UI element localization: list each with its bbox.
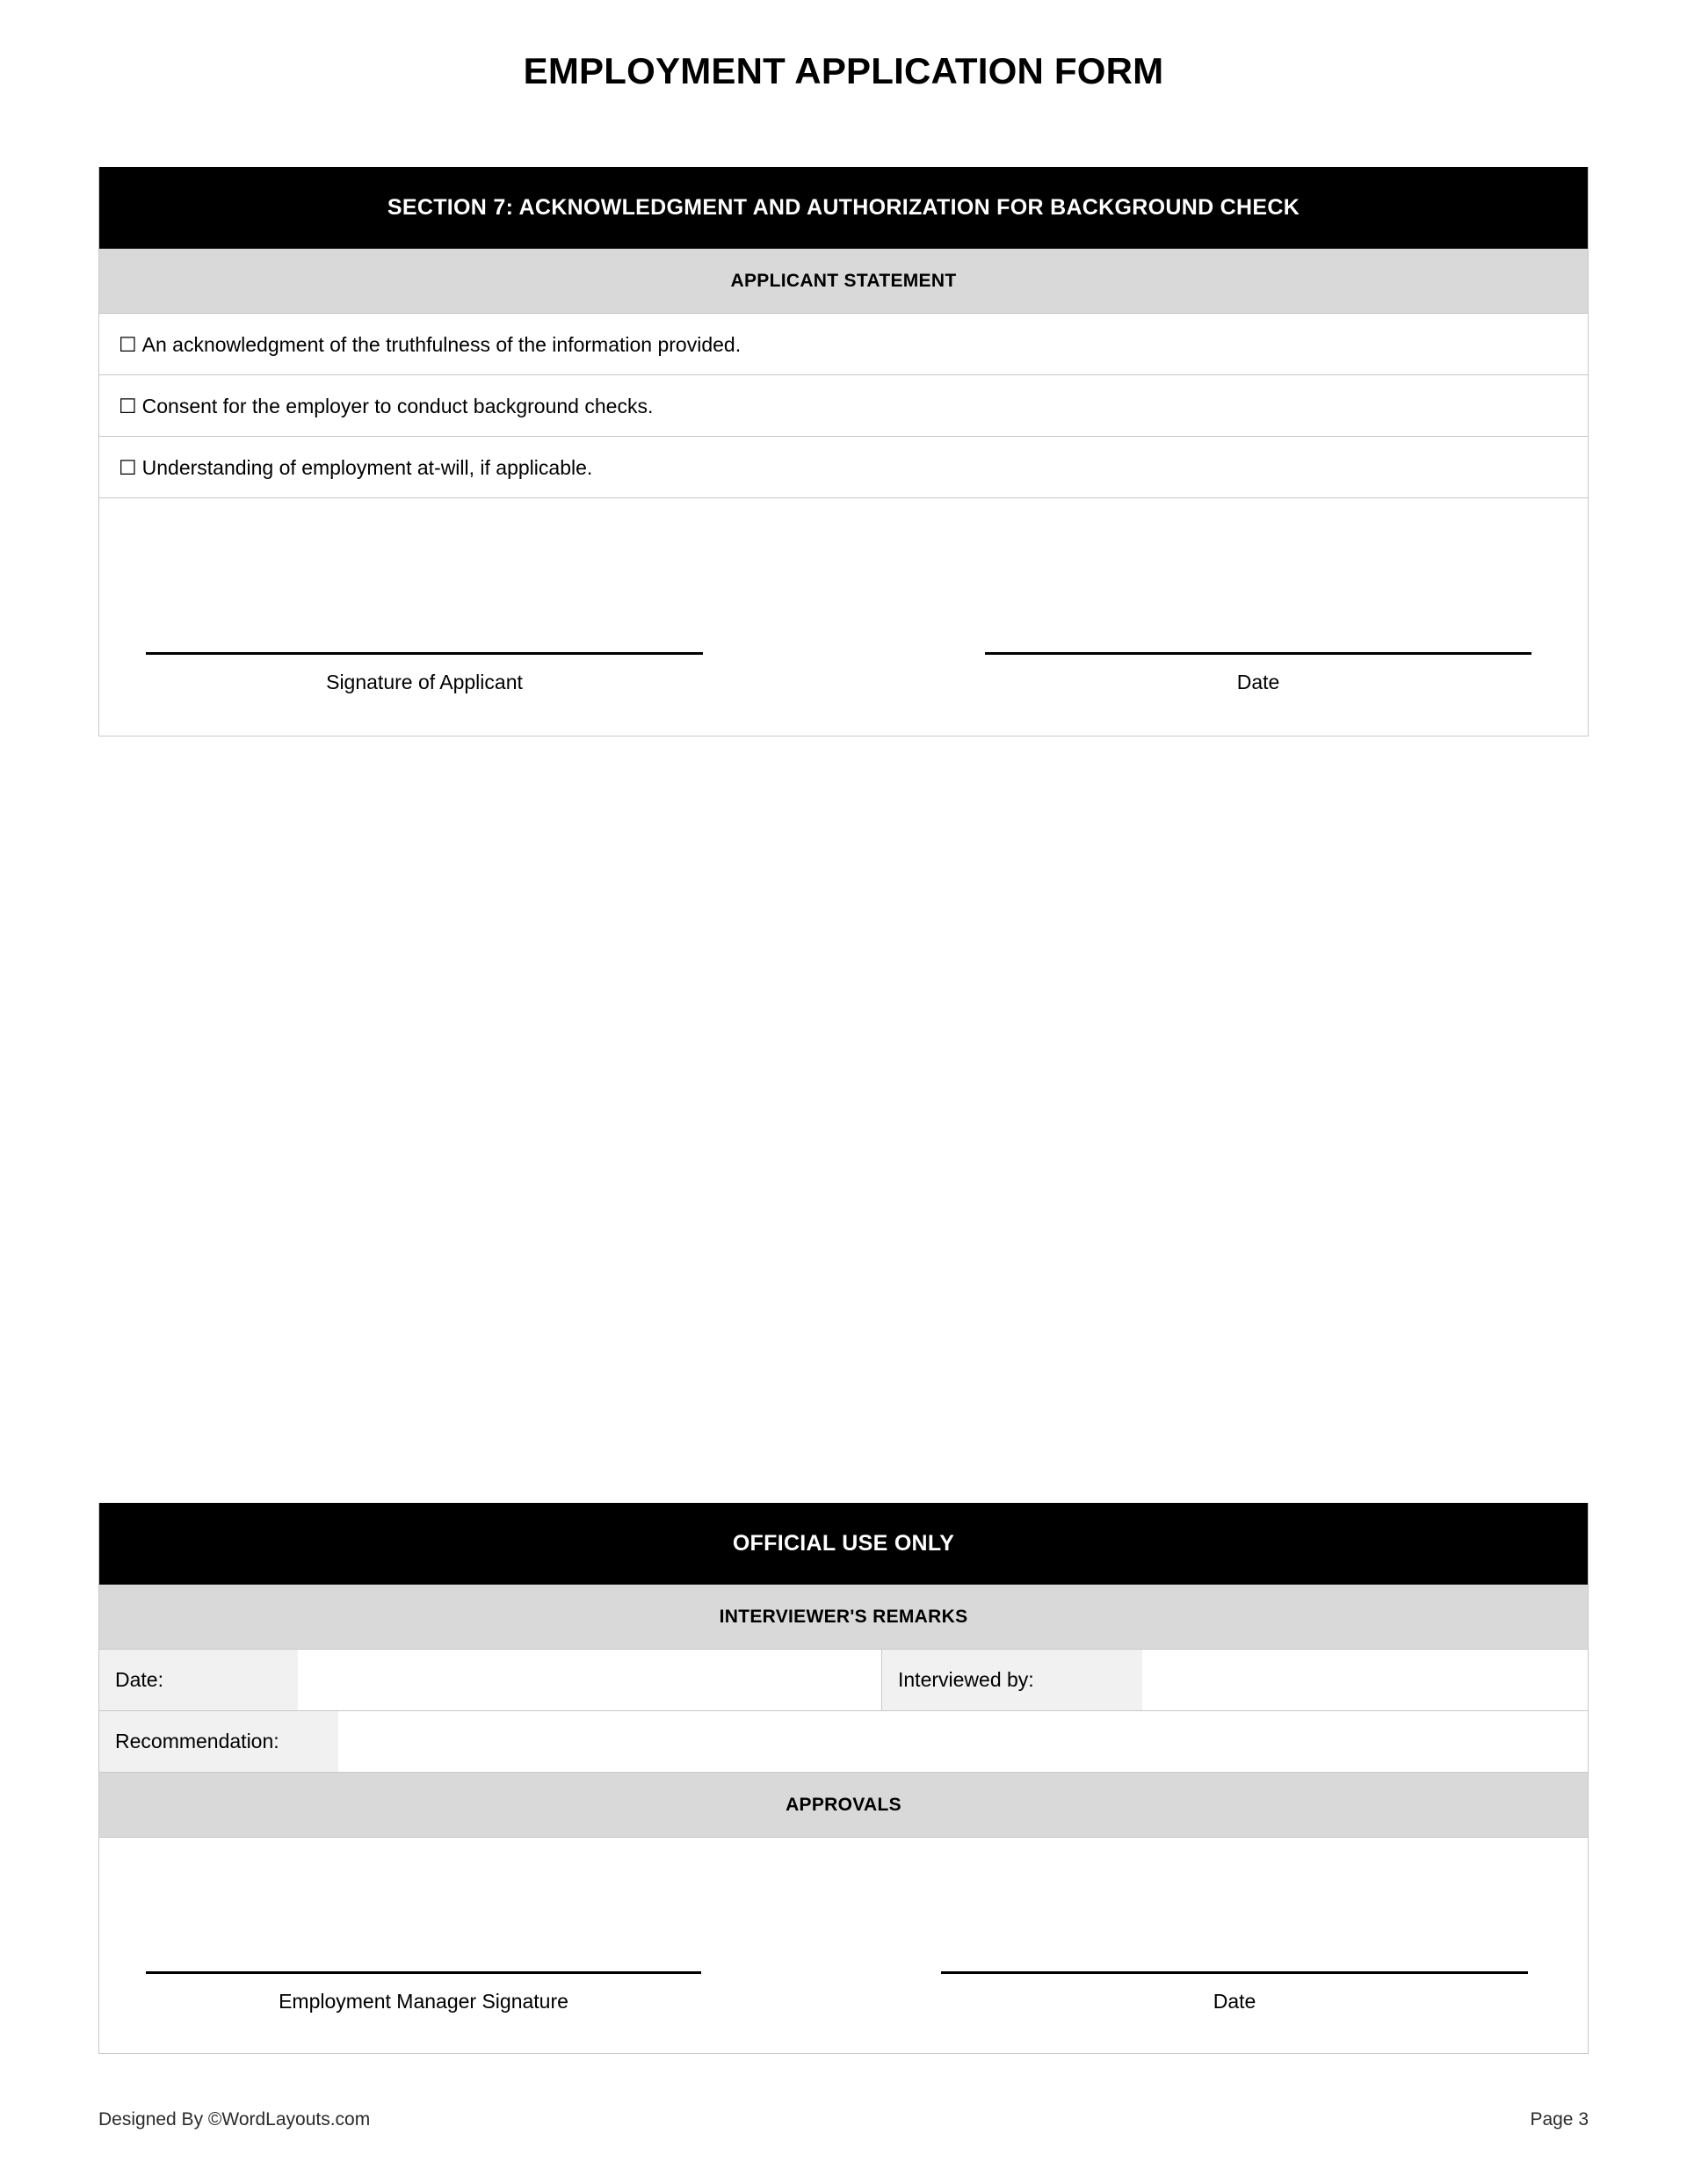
- checkbox-icon[interactable]: ☐: [119, 395, 137, 417]
- manager-signature-caption: Employment Manager Signature: [279, 1990, 568, 2013]
- official-use-header: OFFICIAL USE ONLY: [99, 1503, 1588, 1585]
- page-footer: [98, 2109, 1589, 2130]
- recommendation-label: Recommendation:: [99, 1711, 338, 1772]
- date-line[interactable]: [985, 652, 1531, 655]
- signature-line[interactable]: [146, 652, 703, 655]
- checkbox-label: Consent for the employer to conduct background checks.: [141, 395, 654, 417]
- page-number: Page 3: [1530, 2109, 1589, 2130]
- interview-date-label: Date:: [99, 1650, 298, 1710]
- recommendation-row: [99, 1711, 1588, 1773]
- interviewed-by-input[interactable]: [1142, 1650, 1588, 1710]
- designed-by-credit: Designed By ©WordLayouts.com: [98, 2109, 371, 2130]
- applicant-signature-caption: Signature of Applicant: [326, 671, 523, 693]
- applicant-statement-subheader: APPLICANT STATEMENT: [99, 249, 1588, 314]
- checkbox-icon[interactable]: ☐: [119, 333, 137, 356]
- applicant-signature-field[interactable]: [146, 652, 703, 694]
- section7-table: [98, 167, 1589, 736]
- checkbox-label: An acknowledgment of the truthfulness of the information provided.: [141, 333, 742, 356]
- approvals-signature-block: [99, 1838, 1588, 2053]
- manager-signature-field[interactable]: [146, 1971, 701, 2013]
- interviewed-by-label: Interviewed by:: [881, 1650, 1142, 1710]
- recommendation-input[interactable]: [338, 1711, 1588, 1772]
- checkbox-icon[interactable]: ☐: [119, 456, 137, 479]
- manager-date-caption: Date: [1213, 1990, 1256, 2013]
- checkbox-row-consent[interactable]: [99, 375, 1588, 437]
- approvals-subheader: APPROVALS: [99, 1773, 1588, 1838]
- official-use-table: [98, 1503, 1589, 2054]
- manager-date-field[interactable]: [941, 1971, 1528, 2013]
- interview-date-input[interactable]: [298, 1650, 881, 1710]
- page-title: EMPLOYMENT APPLICATION FORM: [523, 50, 1164, 91]
- signature-line[interactable]: [146, 1971, 701, 1974]
- section7-header: SECTION 7: ACKNOWLEDGMENT AND AUTHORIZATION FOR BACKGROUND CHECK: [99, 167, 1588, 249]
- checkbox-row-at-will[interactable]: [99, 437, 1588, 498]
- checkbox-label: Understanding of employment at-will, if applicable.: [141, 456, 593, 479]
- checkbox-row-truthfulness[interactable]: [99, 314, 1588, 375]
- interviewers-remarks-subheader: INTERVIEWER'S REMARKS: [99, 1585, 1588, 1650]
- applicant-date-caption: Date: [1236, 671, 1280, 693]
- applicant-signature-block: [99, 498, 1588, 736]
- date-line[interactable]: [941, 1971, 1528, 1974]
- applicant-date-field[interactable]: [985, 652, 1531, 694]
- interview-meta-row: [99, 1650, 1588, 1711]
